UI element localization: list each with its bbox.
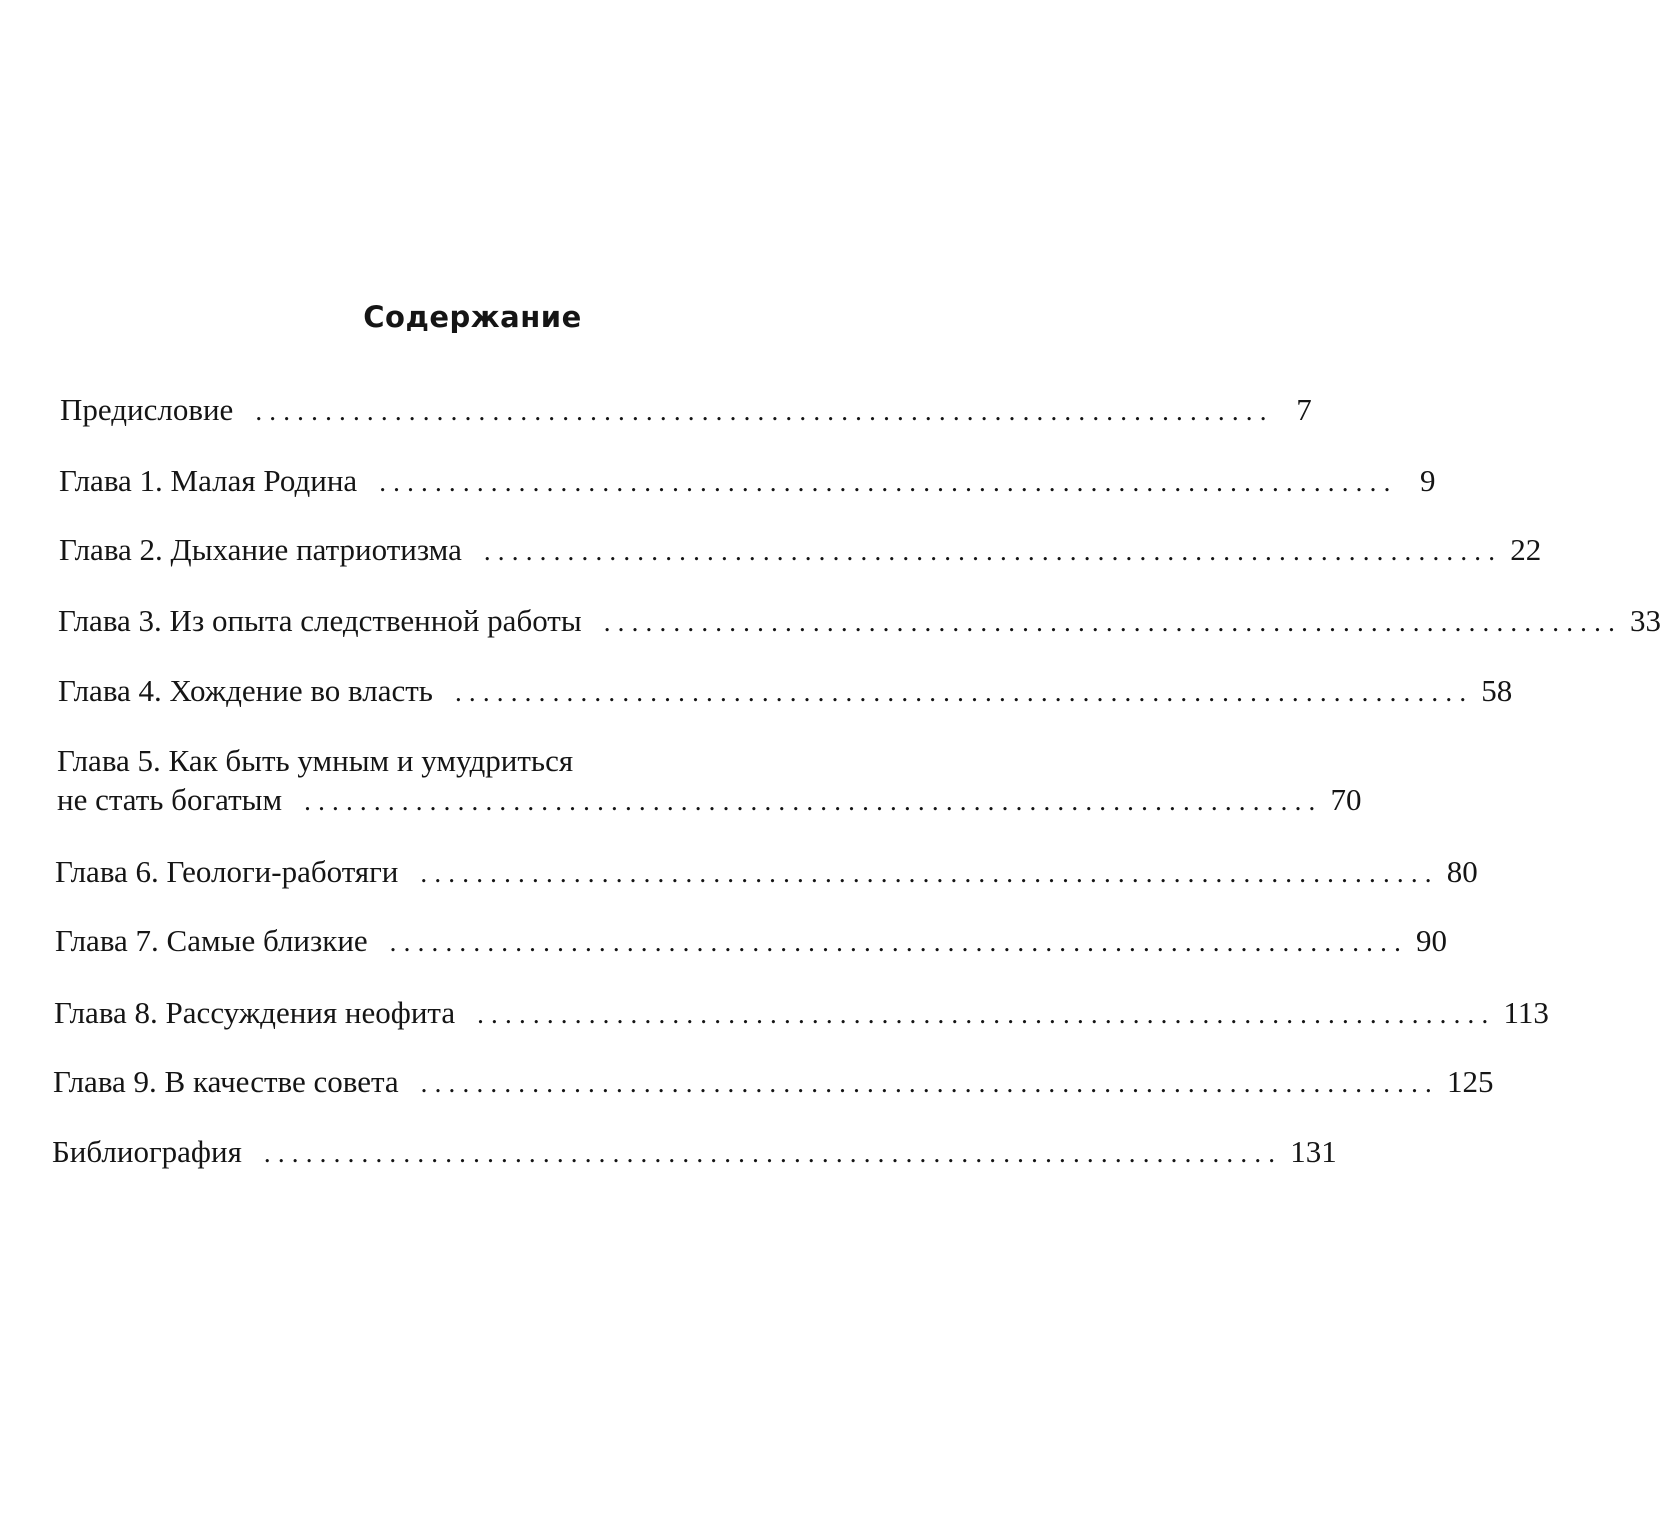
toc-entry-chapter-5-line-1: Глава 5. Как быть умным и умудриться xyxy=(57,743,574,778)
toc-entry-title: Глава 3. Из опыта следственной работы xyxy=(58,603,582,638)
toc-dot-leader: ......................................................................... xyxy=(420,858,1439,888)
toc-entry-preface xyxy=(60,392,1312,429)
toc-entry-page: 131 xyxy=(1290,1134,1337,1169)
toc-entry-title: Глава 2. Дыхание патриотизма xyxy=(59,532,462,567)
toc-dot-leader: ......................................................................... xyxy=(477,999,1496,1029)
toc-entry-chapter-8 xyxy=(54,995,1549,1032)
toc-entry-page: 70 xyxy=(1330,782,1362,817)
toc-entry-chapter-7 xyxy=(55,923,1448,960)
toc-entry-page: 22 xyxy=(1510,532,1542,567)
toc-entry-chapter-6 xyxy=(55,854,1478,891)
toc-entry-page: 9 xyxy=(1420,463,1436,498)
toc-dot-leader: ......................................................................... xyxy=(603,607,1623,637)
toc-entry-title: Глава 8. Рассуждения неофита xyxy=(54,995,456,1030)
toc-entry-title: Библиография xyxy=(52,1134,242,1169)
toc-entry-bibliography xyxy=(52,1134,1337,1171)
toc-dot-leader: ......................................................................... xyxy=(454,677,1474,707)
toc-entry-title: Глава 9. В качестве совета xyxy=(53,1064,399,1099)
toc-entry-page: 80 xyxy=(1446,854,1478,889)
toc-entry-page: 125 xyxy=(1447,1064,1494,1099)
toc-entry-page: 90 xyxy=(1416,923,1448,958)
toc-dot-leader: ......................................................................... xyxy=(483,536,1503,566)
toc-heading: Содержание xyxy=(363,300,582,334)
toc-dot-leader: ......................................................................... xyxy=(379,467,1398,497)
toc-dot-leader: ......................................................................... xyxy=(255,396,1274,426)
toc-entry-page: 113 xyxy=(1503,995,1549,1030)
toc-entry-chapter-1 xyxy=(59,463,1436,500)
toc-entry-title: Глава 1. Малая Родина xyxy=(59,463,358,498)
toc-entry-chapter-9 xyxy=(53,1064,1494,1101)
toc-entry-chapter-5 xyxy=(57,782,1362,819)
toc-dot-leader: ......................................................................... xyxy=(263,1138,1283,1168)
toc-entry-title: не стать богатым xyxy=(57,782,283,817)
toc-dot-leader: ......................................................................... xyxy=(304,786,1323,816)
toc-entry-title: Глава 4. Хождение во власть xyxy=(58,673,433,708)
toc-entry-title: Глава 7. Самые близкие xyxy=(55,923,368,958)
toc-entry-chapter-3 xyxy=(58,603,1661,640)
toc-entry-title: Глава 6. Геологи-работяги xyxy=(55,854,399,889)
toc-entry-page: 58 xyxy=(1481,673,1513,708)
toc-dot-leader: ......................................................................... xyxy=(389,927,1409,957)
toc-dot-leader: ......................................................................... xyxy=(420,1068,1440,1098)
toc-entry-page: 33 xyxy=(1630,603,1661,638)
toc-entry-page: 7 xyxy=(1296,392,1312,427)
toc-entry-chapter-2 xyxy=(59,532,1542,569)
toc-entry-title: Предисловие xyxy=(60,392,234,427)
toc-entry-chapter-4 xyxy=(58,673,1513,710)
